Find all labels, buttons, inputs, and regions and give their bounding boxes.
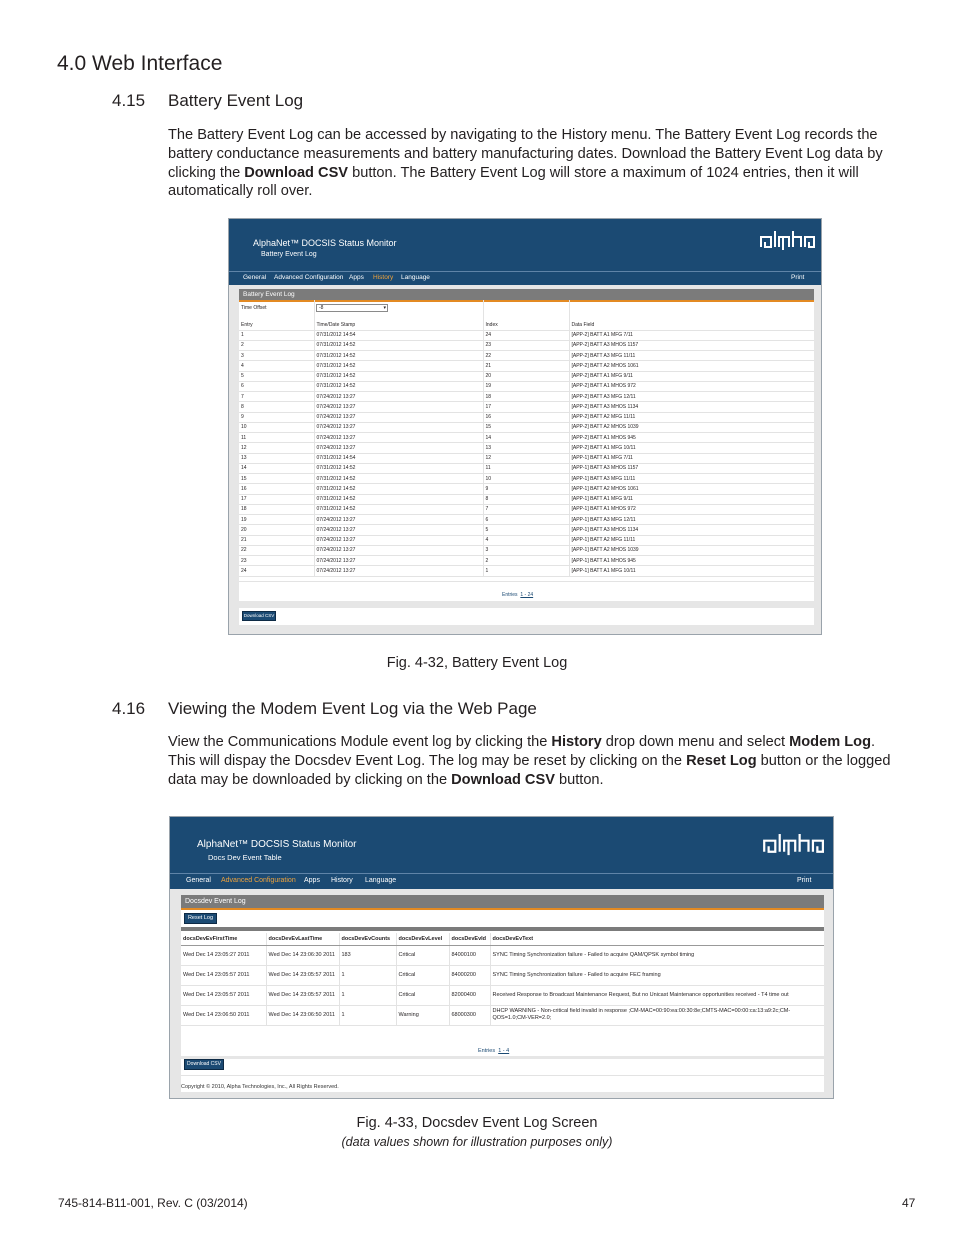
column-header: Index [483,320,569,330]
nav-print[interactable]: Print [797,877,812,884]
table-cell: SYNC Timing Synchronization failure - Failed to acquire FEC framing [490,965,824,985]
page-subtitle: Docs Dev Event Table [208,853,282,862]
subsection-title: Viewing the Modem Event Log via the Web Page [168,699,537,718]
table-cell: Wed Dec 14 23:05:57 2011 [266,965,339,985]
table-cell: 07/24/2012 13:27 [314,545,483,555]
table-cell: 22 [483,351,569,361]
table-cell: 07/31/2012 14:52 [314,463,483,473]
table-row [239,504,814,514]
chevron-down-icon: ▾ [383,305,386,311]
table-cell: 19 [483,381,569,391]
table-cell: [APP-2] BATT A3 MFG 12/11 [569,392,814,402]
table-cell: 11 [483,463,569,473]
battery-log-paragraph [168,126,898,201]
download-csv-button[interactable]: Download CSV [242,611,276,621]
nav-print[interactable]: Print [791,274,805,281]
table-cell: DHCP WARNING - Non-critical field invalid in response ;CM-MAC=00:90:ea:00:30:8e;CMTS-MAC=00:00:ca:13:a9:2c;CM-QOS=1.0;CM-VER=2.0; [490,1005,824,1025]
table-cell: 07/24/2012 13:27 [314,535,483,545]
table-cell: 4 [239,361,314,371]
table-cell: [APP-1] BATT A2 MHOS 1061 [569,484,814,494]
column-header: docsDevEvLevel [396,933,449,945]
divider [181,1075,824,1076]
table-header-row [239,320,814,330]
table-cell: 07/24/2012 13:27 [314,412,483,422]
paragraph-text: button. The Battery Event Log will store a maximum of 1024 entries, then it will automatically roll over. [168,164,859,200]
paragraph-text: button or the logged data may be downloaded by clicking on the [168,752,891,788]
table-cell: [APP-2] BATT A1 MHOS 945 [569,433,814,443]
table-header-row [181,933,824,945]
table-cell: 07/24/2012 13:27 [314,515,483,525]
nav-apps[interactable]: Apps [304,877,320,884]
docsdev-log-table [181,933,824,1026]
table-cell: [APP-1] BATT A1 MFG 7/11 [569,453,814,463]
docsdev-log-panel [181,895,824,1092]
figure-caption-4-33: Fig. 4-33, Docsdev Event Log Screen [356,1115,598,1131]
main-nav [170,873,833,889]
app-title: AlphaNet™ DOCSIS Status Monitor [197,839,357,850]
table-cell: 10 [239,422,314,432]
column-header: Time/Date Stamp [314,320,483,330]
table-cell: [APP-2] BATT A2 MFG 11/11 [569,412,814,422]
table-cell: [APP-2] BATT A2 MHOS 1039 [569,422,814,432]
table-cell: [APP-1] BATT A1 MFG 9/11 [569,494,814,504]
table-cell: 8 [239,402,314,412]
modem-log-paragraph [168,733,898,789]
table-cell: 6 [239,381,314,391]
table-cell: 2 [483,556,569,566]
docsdev-event-log-screenshot [169,816,834,1099]
table-row [239,371,814,381]
column-header: docsDevEvLastTime [266,933,339,945]
table-cell: 07/31/2012 14:52 [314,474,483,484]
table-cell: [APP-1] BATT A3 MFG 11/11 [569,474,814,484]
table-cell: [APP-2] BATT A1 MFG 9/11 [569,371,814,381]
table-cell: [APP-1] BATT A2 MHOS 1039 [569,545,814,555]
paragraph-text: The Battery Event Log can be accessed by navigating to the History menu. The Battery Event Log records the battery conductance measurements and battery manufacturing dates. Download the Battery Event Log data by clicking the [168,127,883,181]
entries-label: Entries [502,592,518,598]
battery-log-panel [239,289,814,625]
subsection-number: 4.16 [112,699,146,718]
copyright-text: Copyright © 2010, Alpha Technologies, Inc., All Rights Reserved. [181,1084,339,1090]
table-row [239,351,814,361]
table-cell: 19 [239,515,314,525]
download-csv-button[interactable]: Download CSV [184,1059,224,1070]
table-cell: 15 [239,474,314,484]
table-row [239,433,814,443]
table-cell: 24 [483,330,569,340]
table-cell: 07/31/2012 14:52 [314,381,483,391]
table-cell: 16 [239,484,314,494]
table-cell: 7 [239,392,314,402]
paragraph-bold-text: Download CSV [244,164,349,181]
table-row [239,340,814,350]
table-cell: [APP-2] BATT A1 MFG 10/11 [569,443,814,453]
table-row [239,545,814,555]
subsection-heading-4-15 [112,91,512,113]
main-nav [229,271,821,285]
table-cell: [APP-2] BATT A2 MHOS 1061 [569,361,814,371]
table-row [239,525,814,535]
alpha-logo [759,229,815,251]
panel-title: Battery Event Log [239,289,814,300]
table-cell: Wed Dec 14 23:06:50 2011 [181,1005,266,1025]
page-subtitle: Battery Event Log [261,251,317,258]
table-cell: Wed Dec 14 23:05:57 2011 [266,985,339,1005]
paragraph-text: button. [554,771,604,788]
app-banner [170,817,833,873]
table-cell: 13 [239,453,314,463]
nav-general[interactable]: General [243,274,267,281]
table-cell: 17 [239,494,314,504]
document-number: 745-814-B11-001, Rev. C (03/2014) [58,1196,248,1210]
app-title: AlphaNet™ DOCSIS Status Monitor [253,238,397,248]
table-cell: 12 [239,443,314,453]
table-cell: 07/24/2012 13:27 [314,443,483,453]
alpha-logo [762,831,824,857]
nav-apps[interactable]: Apps [349,274,364,281]
divider [239,581,814,582]
table-cell: 07/24/2012 13:27 [314,402,483,412]
nav-language[interactable]: Language [365,877,397,884]
entries-pager [478,1048,509,1054]
nav-history[interactable]: History [331,877,353,884]
table-row [239,566,814,576]
table-cell: [APP-2] BATT A3 MFG 11/11 [569,351,814,361]
column-header: docsDevEvId [449,933,490,945]
table-cell: 3 [483,545,569,555]
table-cell: Wed Dec 14 23:05:57 2011 [181,985,266,1005]
table-row [239,381,814,391]
table-cell: 18 [239,504,314,514]
table-cell: 07/24/2012 13:27 [314,556,483,566]
paragraph-text: drop down menu and select [601,734,790,750]
table-top-bar [181,927,824,931]
divider [314,300,315,320]
table-cell: 5 [239,371,314,381]
table-cell: 07/31/2012 14:52 [314,340,483,350]
entries-range-link[interactable]: 1 - 4 [498,1048,510,1054]
table-cell: [APP-1] BATT A1 MFG 10/11 [569,566,814,576]
column-header: docsDevEvCounts [339,933,396,945]
figure-caption-4-32: Fig. 4-32, Battery Event Log [386,655,568,671]
time-offset-label: Time Offset [241,305,267,311]
paragraph-bold-text: Modem Log [789,734,871,750]
table-cell: 11 [239,433,314,443]
table-cell: 15 [483,422,569,432]
table-cell: 16 [483,412,569,422]
paragraph-bold-text: History [551,734,602,750]
nav-advanced-configuration[interactable]: Advanced Configuration [274,274,344,281]
table-cell: [APP-1] BATT A3 MFG 12/11 [569,515,814,525]
column-header: docsDevEvText [490,933,824,945]
table-cell: 07/31/2012 14:52 [314,361,483,371]
table-row [239,556,814,566]
table-row [239,443,814,453]
table-cell: 07/31/2012 14:52 [314,494,483,504]
table-cell: 14 [239,463,314,473]
paragraph-text: . This will dispay the Docsdev Event Log. The log may be reset by clicking on the [168,734,876,769]
time-offset-select[interactable] [316,304,388,312]
table-row [239,515,814,525]
table-cell: 07/24/2012 13:27 [314,422,483,432]
table-cell: [APP-2] BATT A3 MHOS 1157 [569,340,814,350]
table-cell: Wed Dec 14 23:05:27 2011 [181,945,266,965]
table-row [239,412,814,422]
battery-log-table [239,320,814,577]
nav-general[interactable]: General [186,877,211,884]
table-cell: 1 [339,985,396,1005]
paragraph-text: View the Communications Module event log by clicking the [168,734,552,750]
table-cell: 12 [483,453,569,463]
table-cell: 20 [483,371,569,381]
table-row [239,361,814,371]
table-row [239,494,814,504]
table-cell: 17 [483,402,569,412]
table-cell: 23 [239,556,314,566]
table-cell: 20 [239,525,314,535]
table-cell: 07/31/2012 14:52 [314,351,483,361]
nav-language[interactable]: Language [401,274,430,281]
page-number: 47 [902,1196,916,1210]
table-cell: 22 [239,545,314,555]
table-row [181,1005,824,1025]
table-cell: 18 [483,392,569,402]
table-cell: 1 [239,330,314,340]
table-cell: 1 [339,965,396,985]
entries-pager [502,592,533,598]
table-row [239,484,814,494]
table-row [239,463,814,473]
table-cell: [APP-1] BATT A1 MHOS 945 [569,556,814,566]
table-cell: Wed Dec 14 23:06:50 2011 [266,1005,339,1025]
table-cell: 07/24/2012 13:27 [314,525,483,535]
table-cell: 3 [239,351,314,361]
table-row [239,453,814,463]
table-row [239,330,814,340]
table-cell: 07/31/2012 14:54 [314,453,483,463]
panel-separator [181,1056,824,1059]
table-cell: 84000200 [449,965,490,985]
table-cell: Received Response to Broadcast Maintenance Request, But no Unicast Maintenance opportunities received - T4 time out [490,985,824,1005]
table-cell: 6 [483,515,569,525]
table-cell: 21 [239,535,314,545]
reset-log-button[interactable]: Reset Log [184,913,217,924]
table-cell: 9 [239,412,314,422]
divider [569,300,570,320]
entries-range-link[interactable]: 1 - 24 [520,592,534,598]
table-cell: 07/31/2012 14:52 [314,504,483,514]
table-cell: 2 [239,340,314,350]
section-title: 4.0 Web Interface [57,52,223,75]
nav-advanced-configuration[interactable]: Advanced Configuration [221,877,296,884]
table-cell: 07/31/2012 14:52 [314,371,483,381]
table-cell: 8 [483,494,569,504]
table-cell: 23 [483,340,569,350]
table-row [181,985,824,1005]
panel-separator [239,601,814,608]
table-row [239,422,814,432]
table-cell: 68000300 [449,1005,490,1025]
panel-accent-bar [181,908,824,910]
table-cell: 5 [483,525,569,535]
table-cell: Warning [396,1005,449,1025]
divider [483,300,484,320]
table-row [239,474,814,484]
table-cell: 07/24/2012 13:27 [314,566,483,576]
table-row [239,535,814,545]
table-cell: [APP-1] BATT A3 MHOS 1134 [569,525,814,535]
battery-event-log-screenshot [228,218,822,635]
table-cell: Critical [396,945,449,965]
table-cell: 7 [483,504,569,514]
paragraph-bold-text: Download CSV [451,771,555,788]
figure-note: (data values shown for illustration purposes only) [341,1135,613,1149]
table-cell: 9 [483,484,569,494]
table-row [181,945,824,965]
table-cell: 1 [483,566,569,576]
table-cell: [APP-1] BATT A3 MHOS 1157 [569,463,814,473]
table-cell: 24 [239,566,314,576]
column-header: docsDevEvFirstTime [181,933,266,945]
panel-accent-bar [239,300,814,302]
table-cell: [APP-2] BATT A3 MHOS 1134 [569,402,814,412]
table-row [239,392,814,402]
table-cell: [APP-1] BATT A1 MHOS 972 [569,504,814,514]
panel-title: Docsdev Event Log [181,895,824,908]
table-cell: 84000100 [449,945,490,965]
table-cell: 4 [483,535,569,545]
table-cell: Critical [396,965,449,985]
table-cell: 13 [483,443,569,453]
table-cell: 07/24/2012 13:27 [314,433,483,443]
table-row [181,965,824,985]
table-cell: 07/31/2012 14:54 [314,330,483,340]
column-header: Entry [239,320,314,330]
paragraph-bold-text: Reset Log [686,752,757,769]
table-cell: 82000400 [449,985,490,1005]
app-banner [229,219,821,271]
table-cell: [APP-2] BATT A1 MHOS 972 [569,381,814,391]
table-cell: Wed Dec 14 23:05:57 2011 [181,965,266,985]
table-cell: Wed Dec 14 23:06:30 2011 [266,945,339,965]
subsection-number: 4.15 [112,91,146,110]
table-cell: 183 [339,945,396,965]
table-cell: 07/24/2012 13:27 [314,392,483,402]
table-row [239,402,814,412]
table-cell: [APP-2] BATT A1 MFG 7/11 [569,330,814,340]
column-header: Data Field [569,320,814,330]
table-cell: 21 [483,361,569,371]
table-cell: Critical [396,985,449,1005]
subsection-heading-4-16 [112,699,712,721]
subsection-title: Battery Event Log [168,91,304,110]
entries-label: Entries [478,1048,496,1054]
table-cell: 14 [483,433,569,443]
table-cell: 10 [483,474,569,484]
table-cell: 1 [339,1005,396,1025]
nav-history[interactable]: History [373,274,394,281]
time-offset-value: -8 [319,305,324,311]
table-cell: [APP-1] BATT A2 MFG 11/11 [569,535,814,545]
table-cell: SYNC Timing Synchronization failure - Failed to acquire QAM/QPSK symbol timing [490,945,824,965]
table-cell: 07/31/2012 14:52 [314,484,483,494]
